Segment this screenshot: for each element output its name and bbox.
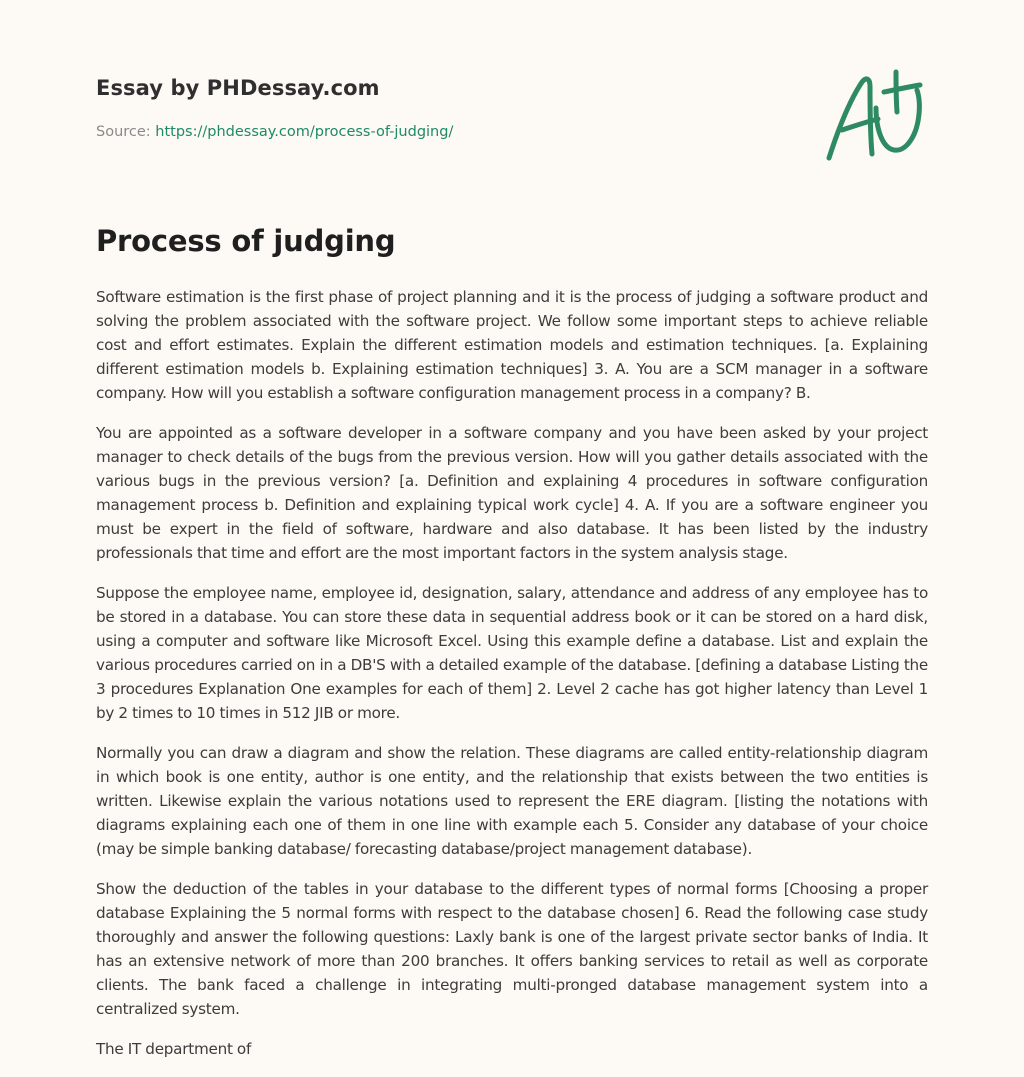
essay-title: Process of judging bbox=[96, 224, 396, 258]
paragraph: The IT department of bbox=[96, 1040, 252, 1058]
essay-header bbox=[96, 76, 928, 140]
paragraph: Software estimation is the first phase of project planning and it is the process of judging a software product and solving the problem associated with the software project. We follow some important steps to achieve reliable cost and effort estimates. Explain the different estimation models and estimation techniques. [a. Explaining different estimation models b. Explaining estimation techniques] 3. A. You are a SCM manager in a software company. How will you establish a software configuration management process in a company? B. bbox=[96, 288, 928, 402]
site-title: Essay by PHDessay.com bbox=[96, 76, 380, 100]
paragraph: Normally you can draw a diagram and show the relation. These diagrams are called entity-relationship diagram in which book is one entity, author is one entity, and the relationship that exists between the two entities is written. Likewise explain the various notations used to represent the ERE diagram. [listing the notations with diagrams explaining each one of them in one line with example each 5. Consider any database of your choice (may be simple banking database/ forecasting database/project management database). bbox=[96, 744, 928, 858]
source-line bbox=[96, 124, 453, 140]
source-link[interactable]: https://phdessay.com/process-of-judging/ bbox=[155, 124, 454, 140]
paragraph: Suppose the employee name, employee id, designation, salary, attendance and address of any employee has to be stored in a database. You can store these data in sequential address book or it can be stored on a hard disk, using a computer and software like Microsoft Excel. Using this example define a database. List and explain the various procedures carried on in a DB'S with a detailed example of the database. [defining a database Listing the 3 procedures Explanation One examples for each of them] 2. Level 2 cache has got higher latency than Level 1 by 2 times to 10 times in 512 JIB or more. bbox=[96, 584, 928, 722]
essay-body bbox=[96, 285, 928, 1077]
paragraph: Show the deduction of the tables in your database to the different types of normal forms [Choosing a proper database Explaining the 5 normal forms with respect to the database chosen] 6. Read the following case study thoroughly and answer the following questions: Laxly bank is one of the largest private sector banks of India. It has an extensive network of more than 200 branches. It offers banking services to retail as well as corporate clients. The bank faced a challenge in integrating multi-pronged database management system into a centralized system. bbox=[96, 880, 928, 1018]
source-label: Source: bbox=[96, 124, 156, 140]
paragraph: You are appointed as a software developer in a software company and you have been asked by your project manager to check details of the bugs from the previous version. How will you gather details associated with the various bugs in the previous version? [a. Definition and explaining 4 procedures in software configuration management process b. Definition and explaining typical work cycle] 4. A. If you are a software engineer you must be expert in the field of software, hardware and also database. It has been listed by the industry professionals that time and effort are the most important factors in the system analysis stage. bbox=[96, 424, 928, 562]
a-plus-grade-icon bbox=[820, 64, 932, 168]
a-plus-grade-icon-svg bbox=[820, 64, 932, 168]
